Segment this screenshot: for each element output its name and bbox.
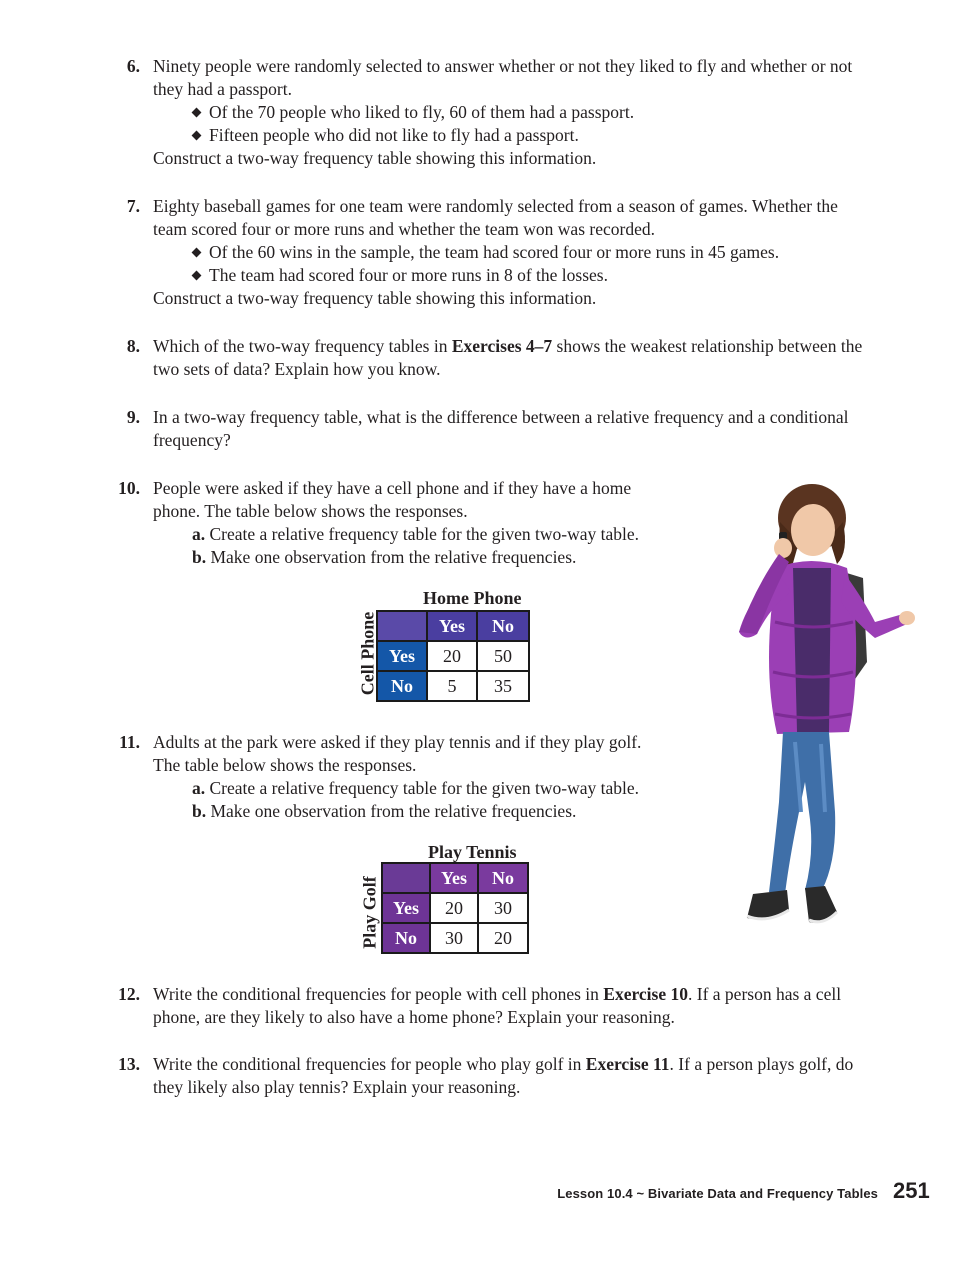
exercise-number: 13.: [118, 1054, 140, 1074]
column-header: Yes: [427, 611, 477, 641]
table-cell: 5: [427, 671, 477, 701]
exercise-text: they had a passport.: [153, 79, 292, 99]
part-text: Make one observation from the relative frequencies.: [210, 547, 577, 567]
exercise-text: Construct a two-way frequency table showing this information.: [153, 288, 597, 308]
table-column-title: Home Phone: [423, 588, 522, 608]
table-corner-cell: [377, 611, 427, 641]
exercise-reference: Exercises 4–7: [451, 336, 553, 356]
bullet-text: Of the 70 people who liked to fly, 60 of them had a passport.: [209, 102, 635, 122]
text-span: . If a person plays golf, do: [669, 1054, 854, 1074]
exercise-text: People were asked if they have a cell phone and if they have a home: [153, 478, 632, 498]
row-header: No: [377, 671, 427, 701]
exercise-text: In a two-way frequency table, what is the difference between a relative frequency and a conditional: [153, 407, 849, 427]
table-corner-cell: [382, 863, 430, 893]
exercise-text: Adults at the park were asked if they play tennis and if they play golf.: [153, 732, 642, 752]
part-label: a.: [192, 524, 206, 544]
exercise-text: phone. The table below shows the responses.: [153, 501, 468, 521]
part-a: [192, 523, 639, 546]
exercise-reference: Exercise 11: [585, 1054, 670, 1074]
text-span: Write the conditional frequencies for people with cell phones in: [153, 984, 604, 1004]
row-header: No: [382, 923, 430, 953]
diamond-bullet-icon: [192, 108, 202, 118]
exercise-text: [153, 335, 862, 358]
lesson-footer: Lesson 10.4 ~ Bivariate Data and Frequency Tables: [557, 1186, 878, 1201]
bullet-item: [193, 264, 608, 287]
table-row-title: Play Golf: [359, 876, 380, 949]
exercise-number: 6.: [126, 56, 140, 76]
bullet-text: The team had scored four or more runs in 8 of the losses.: [209, 265, 608, 285]
exercise-text: Eighty baseball games for one team were randomly selected from a season of games. Whether the: [153, 196, 838, 216]
column-header: No: [477, 611, 529, 641]
part-a: [192, 777, 639, 800]
part-b: [192, 800, 576, 823]
exercise-text: Construct a two-way frequency table showing this information.: [153, 148, 597, 168]
table-cell: 30: [478, 893, 528, 923]
exercise-number: 8.: [126, 336, 140, 356]
exercise-text: they likely also play tennis? Explain your reasoning.: [153, 1077, 521, 1097]
row-header: Yes: [382, 893, 430, 923]
part-text: Make one observation from the relative frequencies.: [210, 801, 577, 821]
bullet-item: [193, 101, 634, 124]
exercise-text: two sets of data? Explain how you know.: [153, 359, 441, 379]
bullet-item: [193, 241, 779, 264]
diamond-bullet-icon: [192, 131, 202, 141]
column-header: No: [478, 863, 528, 893]
exercise-text: [153, 1053, 853, 1076]
part-label: b.: [192, 547, 207, 567]
exercise-number: 12.: [118, 984, 140, 1004]
column-header: Yes: [430, 863, 478, 893]
row-header: Yes: [377, 641, 427, 671]
table-cell: 35: [477, 671, 529, 701]
text-span: shows the weakest relationship between the: [552, 336, 863, 356]
table-cell: 20: [478, 923, 528, 953]
diamond-bullet-icon: [192, 248, 202, 258]
part-b: [192, 546, 576, 569]
exercise-number: 7.: [126, 196, 140, 216]
text-span: Write the conditional frequencies for people who play golf in: [153, 1054, 586, 1074]
exercise-text: phone, are they likely to also have a home phone? Explain your reasoning.: [153, 1007, 675, 1027]
table-cell: 30: [430, 923, 478, 953]
text-span: Which of the two-way frequency tables in: [153, 336, 452, 356]
table-cell: 20: [427, 641, 477, 671]
bullet-text: Fifteen people who did not like to fly had a passport.: [209, 125, 579, 145]
exercise-reference: Exercise 10: [603, 984, 688, 1004]
part-text: Create a relative frequency table for the given two-way table.: [209, 778, 640, 798]
part-label: a.: [192, 778, 206, 798]
exercise-number: 11.: [119, 732, 140, 752]
two-way-frequency-table: [376, 610, 530, 702]
table-row-title: Cell Phone: [357, 611, 378, 696]
table-column-title: Play Tennis: [428, 842, 517, 862]
girl-on-phone-illustration: [725, 482, 915, 950]
bullet-item: [193, 124, 579, 147]
exercise-number: 9.: [126, 407, 140, 427]
part-label: b.: [192, 801, 207, 821]
part-text: Create a relative frequency table for the given two-way table.: [209, 524, 640, 544]
text-span: . If a person has a cell: [688, 984, 842, 1004]
exercise-text: Ninety people were randomly selected to answer whether or not they liked to fly and whether or not: [153, 56, 853, 76]
page-number: 251: [893, 1178, 930, 1203]
table-cell: 20: [430, 893, 478, 923]
exercise-number: 10.: [118, 478, 140, 498]
table-cell: 50: [477, 641, 529, 671]
exercise-text: frequency?: [153, 430, 231, 450]
diamond-bullet-icon: [192, 271, 202, 281]
exercise-text: team scored four or more runs and whether the team won was recorded.: [153, 219, 655, 239]
exercise-text: The table below shows the responses.: [153, 755, 417, 775]
bullet-text: Of the 60 wins in the sample, the team had scored four or more runs in 45 games.: [209, 242, 780, 262]
exercise-text: [153, 983, 841, 1006]
two-way-frequency-table: [381, 862, 529, 954]
